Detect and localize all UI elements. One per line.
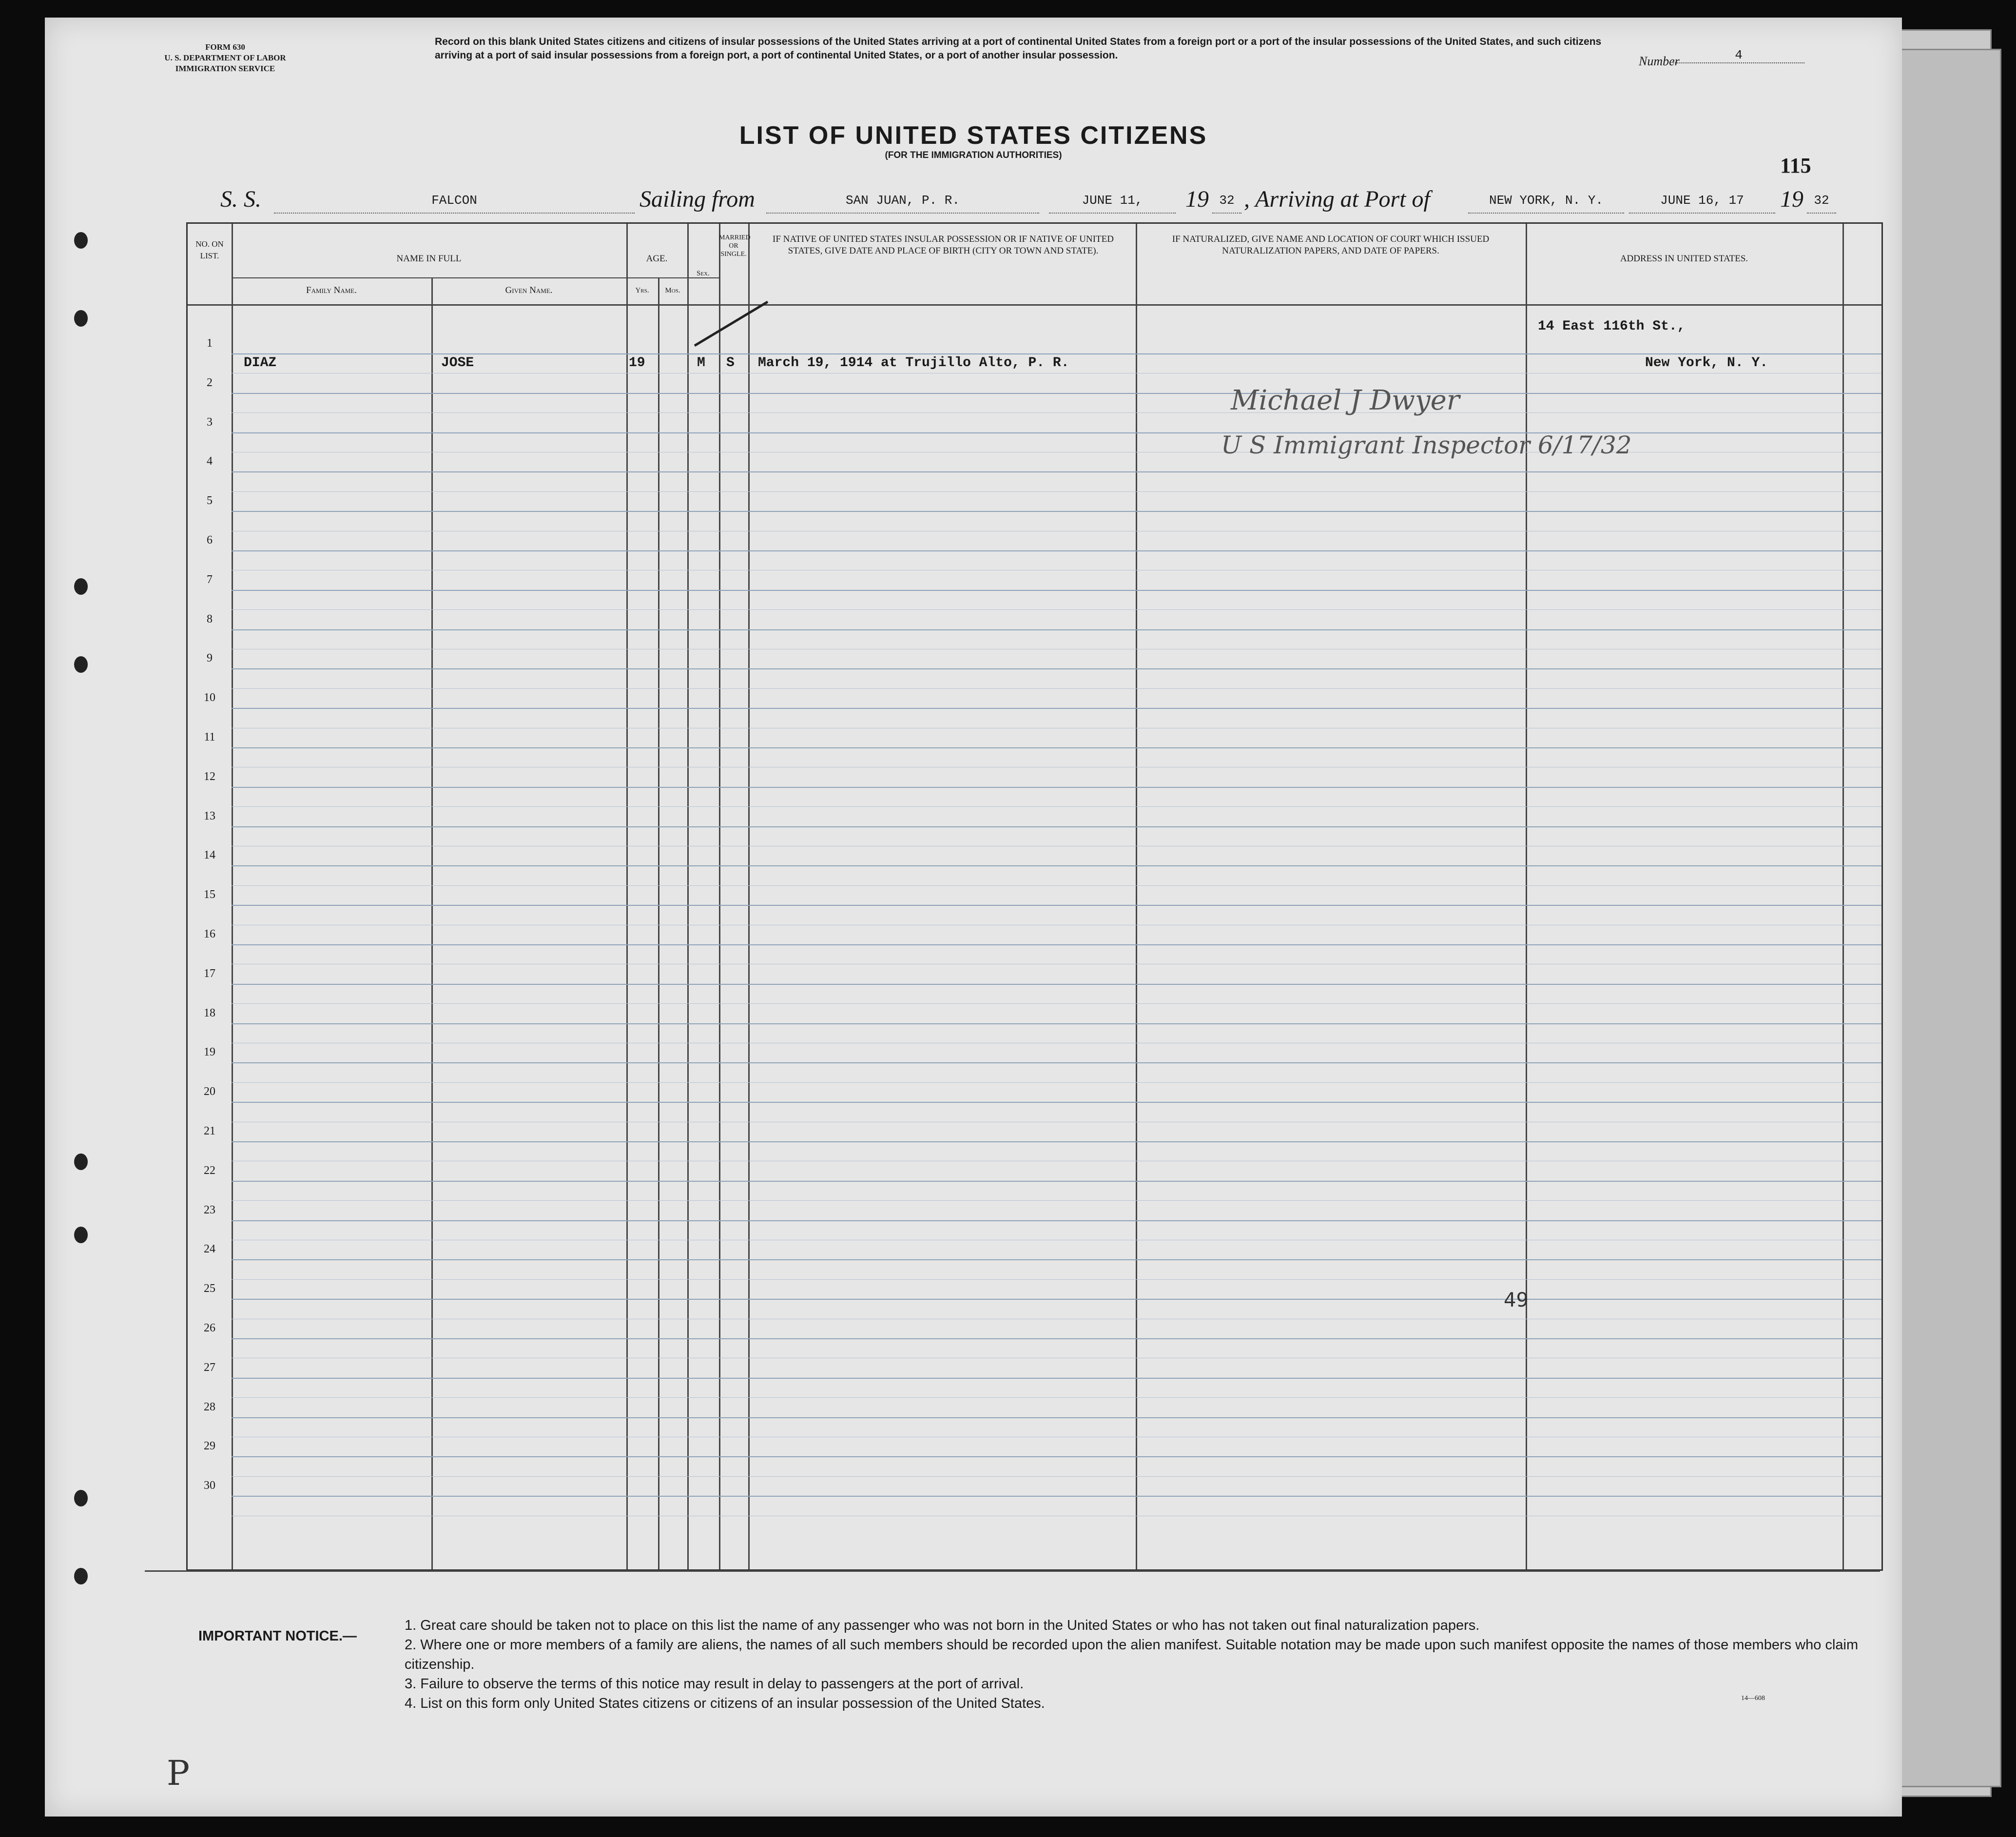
print-code: 14—608: [1741, 1695, 1765, 1702]
row-number: 11: [204, 731, 215, 743]
row-rule: [232, 629, 1881, 630]
row-rule: [232, 471, 1881, 472]
row-number: 13: [204, 809, 215, 822]
row-rule: [232, 1299, 1881, 1300]
row-subrule: [232, 1200, 1881, 1201]
row-rule: [232, 747, 1881, 748]
stamp-number: 49: [1504, 1289, 1529, 1311]
col-naturalized-header: IF NATURALIZED, GIVE NAME AND LOCATION OF COURT WHICH ISSUED NATURALIZATION PAPERS, AND DATE OF PAPERS.: [1172, 234, 1490, 256]
arrival-year: 32: [1807, 193, 1836, 214]
married-cell: S: [726, 355, 735, 371]
row-rule: [232, 708, 1881, 709]
arriving-label: , Arriving at Port of: [1244, 186, 1430, 212]
row-number: 29: [204, 1440, 215, 1453]
col-name-header: NAME IN FULL: [396, 254, 462, 264]
sailing-year: 32: [1212, 193, 1241, 214]
column-divider: [748, 224, 750, 1569]
row-rule: [232, 1102, 1881, 1103]
row-rule: [232, 590, 1881, 591]
binder-hole-icon: [74, 1227, 88, 1243]
citizen-list-table: [186, 222, 1883, 1571]
col-sex-header: Sex.: [697, 270, 710, 277]
row-rule: [232, 1417, 1881, 1418]
row-number: 17: [204, 967, 215, 980]
sailing-year-prefix: 19: [1185, 186, 1209, 212]
column-divider: [719, 224, 720, 1569]
number-value: 4: [1673, 48, 1804, 63]
header-divider: [232, 277, 719, 278]
row-number: 27: [204, 1361, 215, 1374]
binder-hole-icon: [74, 232, 88, 249]
row-number: 7: [207, 573, 213, 586]
row-rule: [232, 353, 1881, 354]
row-number: 25: [204, 1282, 215, 1295]
ship-name: FALCON: [274, 193, 635, 214]
address-line1-cell: 14 East 116th St.,: [1538, 319, 1686, 334]
row-number: 5: [207, 494, 213, 508]
row-rule: [232, 1062, 1881, 1063]
col-age-header: AGE.: [646, 254, 668, 264]
number-label: Number: [1639, 54, 1680, 68]
arrival-port: NEW YORK, N. Y.: [1468, 193, 1624, 214]
column-divider: [1136, 224, 1137, 1569]
row-rule: [232, 1378, 1881, 1379]
row-subrule: [232, 688, 1881, 689]
form-header: [137, 42, 313, 74]
row-number: 16: [204, 928, 215, 940]
notice-item-2: 2. Where one or more members of a family are aliens, the names of all such members should be recorded upon the alien manifest. Suitable notation may be made upon such manifest opposite the names of those members who claim citizenship.: [405, 1637, 1859, 1672]
column-divider: [687, 224, 689, 1569]
row-number: 22: [204, 1164, 215, 1177]
footer-rule: [145, 1570, 1880, 1572]
col-mos-header: Mos.: [665, 287, 680, 294]
row-number: 28: [204, 1400, 215, 1413]
departure-port: SAN JUAN, P. R.: [766, 193, 1039, 214]
department-label: U. S. DEPARTMENT OF LABOR: [164, 53, 286, 62]
row-number: 26: [204, 1322, 215, 1334]
column-divider: [1526, 224, 1527, 1569]
row-subrule: [232, 491, 1881, 492]
col-yrs-header: Yrs.: [635, 287, 649, 294]
address-line2-cell: New York, N. Y.: [1645, 355, 1768, 371]
column-divider: [626, 224, 628, 1569]
row-rule: [232, 865, 1881, 866]
inspector-signature: Michael J Dwyer: [1231, 385, 1460, 416]
page-title: LIST OF UNITED STATES CITIZENS: [739, 121, 1208, 150]
row-rule: [232, 826, 1881, 827]
row-subrule: [232, 1003, 1881, 1004]
age-years-cell: 19: [629, 355, 645, 371]
row-subrule: [232, 1476, 1881, 1477]
row-rule: [232, 984, 1881, 985]
notice-item-1: 1. Great care should be taken not to place on this list the name of any passenger who was not born in the United States or who has not taken out final naturalization papers.: [405, 1618, 1480, 1633]
row-number: 3: [207, 415, 213, 429]
col-birth-header: IF NATIVE OF UNITED STATES INSULAR POSSESSION OR IF NATIVE OF UNITED STATES, GIVE DATE AND PLACE OF BIRTH (CITY OR TOWN AND STATE).: [773, 234, 1114, 256]
row-rule: [232, 1181, 1881, 1182]
row-rule: [232, 1259, 1881, 1260]
row-rule: [232, 432, 1881, 433]
given-name-cell: JOSE: [441, 355, 474, 371]
column-divider: [232, 224, 233, 1569]
row-rule: [232, 944, 1881, 945]
row-rule: [232, 1220, 1881, 1221]
family-name-cell: DIAZ: [244, 355, 277, 371]
row-number: 1: [207, 337, 213, 350]
service-label: IMMIGRATION SERVICE: [175, 64, 275, 73]
row-subrule: [232, 885, 1881, 886]
arrival-date: JUNE 16, 17: [1629, 193, 1775, 214]
col-address-header: ADDRESS IN UNITED STATES.: [1620, 254, 1748, 264]
row-number: 18: [204, 1006, 215, 1019]
binder-hole-icon: [74, 310, 88, 327]
row-rule: [232, 1141, 1881, 1142]
record-instructions: Record on this blank United States citizens and citizens of insular possessions of the United States arriving at a port of continental United States from a foreign port or a port of the insular possessions of the United States, and such citizens arriving at a port of said insular possessions from a foreign port, a port of continental United States, or a port of another insular possession.: [435, 36, 1602, 61]
row-number: 12: [204, 770, 215, 783]
row-number: 20: [204, 1085, 215, 1098]
column-divider: [1842, 224, 1844, 1569]
row-number: 4: [207, 455, 213, 468]
document-page: [45, 18, 1902, 1817]
sailing-label: Sailing from: [640, 186, 755, 212]
row-rule: [232, 787, 1881, 788]
binder-hole-icon: [74, 1153, 88, 1170]
row-subrule: [232, 1397, 1881, 1398]
col-given-header: Given Name.: [505, 285, 553, 295]
notice-item-4: 4. List on this form only United States citizens or citizens of an insular possession of the United States.: [405, 1696, 1045, 1711]
row-number: 14: [204, 849, 215, 862]
arrival-year-prefix: 19: [1780, 186, 1803, 212]
row-number: 19: [204, 1046, 215, 1059]
row-number: 30: [204, 1479, 215, 1492]
margin-mark: P: [167, 1753, 190, 1793]
row-rule: [232, 668, 1881, 669]
birth-cell: March 19, 1914 at Trujillo Alto, P. R.: [758, 355, 1069, 371]
sailing-date: JUNE 11,: [1049, 193, 1176, 214]
col-married-header: MARRIED OR SINGLE.: [719, 234, 751, 258]
col-no-header: NO. ON LIST.: [195, 239, 224, 260]
row-number: 15: [204, 888, 215, 901]
row-number: 23: [204, 1203, 215, 1216]
binder-hole-icon: [74, 578, 88, 595]
row-number: 24: [204, 1243, 215, 1256]
row-rule: [232, 905, 1881, 906]
binder-hole-icon: [74, 1568, 88, 1584]
col-family-header: Family Name.: [306, 285, 357, 295]
row-subrule: [232, 412, 1881, 413]
page-number: 115: [1780, 154, 1811, 177]
notice-heading: IMPORTANT NOTICE.—: [198, 1628, 357, 1644]
sex-cell: M: [697, 355, 705, 371]
row-rule: [232, 393, 1881, 394]
row-rule: [232, 550, 1881, 551]
row-rule: [232, 1023, 1881, 1024]
page-subtitle: (FOR THE IMMIGRATION AUTHORITIES): [885, 150, 1062, 160]
binder-hole-icon: [74, 656, 88, 673]
form-number: FORM 630: [205, 42, 245, 52]
row-rule: [232, 1456, 1881, 1457]
row-number: 2: [207, 376, 213, 389]
row-subrule: [232, 1279, 1881, 1280]
notice-item-3: 3. Failure to observe the terms of this notice may result in delay to passengers at the port of arrival.: [405, 1676, 1024, 1692]
row-subrule: [232, 806, 1881, 807]
inspector-title: U S Immigrant Inspector 6/17/32: [1221, 431, 1632, 459]
row-rule: [232, 1338, 1881, 1339]
pen-stroke: [690, 297, 773, 351]
row-number: 9: [207, 652, 213, 665]
header-bottom-line: [188, 304, 1881, 306]
row-rule: [232, 1496, 1881, 1497]
row-rule: [232, 511, 1881, 512]
ss-label: S. S.: [220, 186, 261, 212]
row-subrule: [232, 1082, 1881, 1083]
row-number: 6: [207, 534, 213, 547]
row-number: 10: [204, 691, 215, 704]
binder-hole-icon: [74, 1490, 88, 1506]
row-subrule: [232, 609, 1881, 610]
row-number: 21: [204, 1125, 215, 1137]
row-number: 8: [207, 612, 213, 625]
